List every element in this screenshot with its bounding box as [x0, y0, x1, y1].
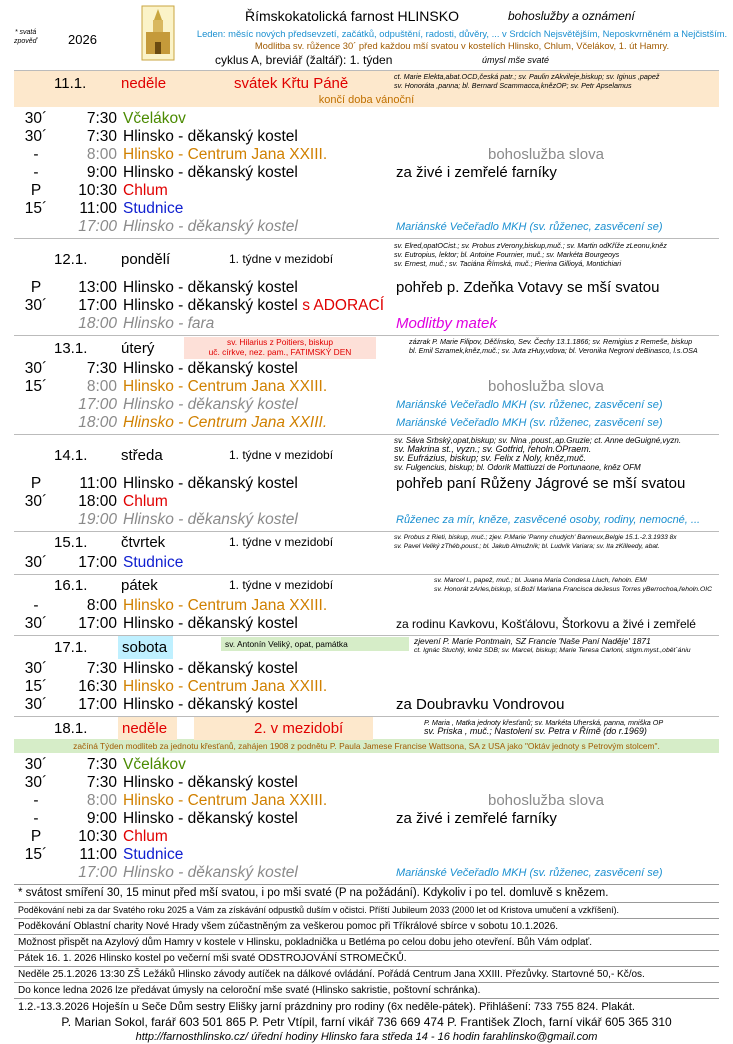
- day-header-13-1: 13.1. úterý sv. Hilarius z Poitiers, biskup uč. církve, nez. pam., FATIMSKÝ DEN zázrak P. Marie Filipov, Děčínsko, Sev. Čechy 13.1.1866; sv. Remigius z Remeše, biskup bl. Emil Szramek,kněz,muč.; sv. Juta zHuy,vdova; bl. Veronika Negroni deBinasco, l.s.OSA: [14, 335, 719, 360]
- mass-row: 30´ 7:30 Hlinsko - děkanský kostel: [24, 128, 298, 145]
- intention-label: úmysl mše svaté: [482, 55, 550, 65]
- page-header: [0, 0, 733, 70]
- mass-row: - 8:00 Hlinsko - Centrum Jana XXIII.: [33, 597, 328, 614]
- announcement: 1.2.-13.3.2026 Hoješín u Seče Dům sestry Elišky jarní prázdniny pro rodiny (6x neděle-pátek). Přihlášení: 733 755 824. Plakát.: [14, 998, 719, 1015]
- page-title: Římskokatolická farnost HLINSKO: [245, 8, 459, 24]
- mass-row: P 10:30 Chlum: [30, 828, 168, 845]
- liturgical-cycle: cyklus A, breviář (žaltář): 1. týden: [215, 53, 393, 67]
- mass-row: 17:00 Hlinsko - děkanský kostel Mariánské Večeřadlo MKH (sv. růženec, zasvěcení se): [78, 218, 663, 235]
- day-header-16-1: 16.1. pátek 1. týdne v mezidobí sv. Marcel I., papež, muč.; bl. Juana Maria Condesa Lluch, řeholn. EMI sv. Honorát zArles,biskup, sl.Boží Mariana Francisca deJesus Torres yBerrochoa,řeholn.OIC: [14, 574, 719, 597]
- mass-row: - 9:00 Hlinsko - děkanský kostel za živé i zemřelé farníky: [33, 810, 557, 827]
- mass-row: 30´ 7:30 Hlinsko - děkanský kostel: [24, 360, 298, 377]
- mass-row: 30´ 18:00 Chlum: [24, 493, 168, 510]
- year: 2026: [68, 32, 97, 47]
- mass-row: 30´ 17:00 Hlinsko - děkanský kostel s ADORACÍ: [24, 297, 385, 314]
- mass-row: 18:00 Hlinsko - Centrum Jana XXIII. Mariánské Večeřadlo MKH (sv. růženec, zasvěcení se): [78, 414, 663, 431]
- page-subtitle: bohoslužby a oznámení: [508, 9, 635, 23]
- feast-box: sv. Hilarius z Poitiers, biskup uč. církve, nez. pam., FATIMSKÝ DEN: [184, 337, 376, 359]
- day-header-18-1: 18.1. neděle 2. v mezidobí P. Maria , Matka jednoty křesťanů; sv. Markéta Uherská, panna, mniška OP sv. Priska , muč.; Nastolení sv. Petra v Římě (do r.1969): [14, 716, 719, 739]
- parish-contacts[interactable]: http://farnosthlinsko.cz/ úřední hodiny Hlinsko fara středa 14 - 16 hodin farahlinsko@gmail.com: [135, 1031, 598, 1043]
- mass-row: 17:00 Hlinsko - děkanský kostel Mariánské Večeřadlo MKH (sv. růženec, zasvěcení se): [78, 864, 663, 881]
- day-name: neděle: [121, 75, 167, 92]
- mass-row: - 8:00 Hlinsko - Centrum Jana XXIII. bohoslužba slova: [33, 792, 604, 809]
- announcement: Do konce ledna 2026 lze předávat úmysly na celoroční mše svaté (Hlinsko sakristie, poštovní schránka).: [14, 982, 719, 998]
- day-header-14-1: 14.1. středa 1. týdne v mezidobí sv. Sáva Srbský,opat,biskup; sv. Nina ,poust.,ap.Gruzie; ct. Anne deGuigné,vyzn. sv. Makrina st., vyzn.; sv. Gotfrid, řeholn.OPraem. sv. Eufrázius, biskup; sv. Felix z Noly, kněz,muč. sv. Fulgencius, biskup; bl. Odorik Mattiuzzi de Portunaone, kněz OFM: [14, 434, 719, 475]
- mass-row: 15´ 11:00 Studnice: [24, 200, 184, 217]
- feast-box: sv. Antonín Veliký, opat, památka: [221, 637, 409, 651]
- mass-row: 30´ 17:00 Studnice: [24, 554, 184, 571]
- day-date: 11.1.: [54, 75, 87, 92]
- announcement: Neděle 25.1.2026 13:30 ZŠ Ležáků Hlinsko závody autíček na dálkové ovládání. Pořádá Centrum Jana XXIII. Přezůvky. Startovné 50,- Kč/os.: [14, 966, 719, 982]
- church-emblem-icon: [140, 4, 176, 62]
- announcement: Poděkování Oblastní charity Nové Hrady všem zúčastněným za veškerou pomoc při Tříkrálové sbírce v sobotu 10.1.2026.: [14, 918, 719, 934]
- mass-row: 17:00 Hlinsko - děkanský kostel Mariánské Večeřadlo MKH (sv. růženec, zasvěcení se): [78, 396, 663, 413]
- day-header-12-1: 12.1. pondělí 1. týdne v mezidobí sv. Elred,opatOCist.; sv. Probus zVerony,biskup,muč.; sv. Martin odKříže zLeonu,kněz sv. Eutropius, lektor; bl. Antoine Fournier, muč.; sv. Markéta Bourgeoys sv. Ernest, muč.; sv. Taciána Římská, muč.; Pierina Gillioyá, Montichiari: [14, 238, 719, 279]
- mass-row: 15´ 8:00 Hlinsko - Centrum Jana XXIII. bohoslužba slova: [24, 378, 604, 395]
- day-feast: svátek Křtu Páně: [234, 75, 349, 92]
- confession-note: * svatá zpověď: [14, 29, 38, 45]
- mass-row: 18:00 Hlinsko - fara Modlitby matek: [78, 315, 497, 332]
- mass-row: 15´ 11:00 Studnice: [24, 846, 184, 863]
- mass-row: - 9:00 Hlinsko - děkanský kostel za živé i zemřelé farníky: [33, 164, 557, 181]
- announcement: Poděkování nebi za dar Svatého roku 2025 a Vám za získávání odpustků duším v očistci. Příští Jubileum 2033 (2000 let od Kristova umučení a vzkříšení).: [14, 902, 719, 918]
- ecumenical-band: začíná Týden modliteb za jednotu křesťanů, zahájen 1908 z podnětu P. Paula Jamese Francise Wattsona, SA z USA jako "Oktáv jednoty s Petrovým stolcem".: [14, 739, 719, 753]
- mass-row: 30´ 17:00 Hlinsko - děkanský kostel za rodinu Kavkovu, Košťálovu, Štorkovu a živé i zemřelé: [24, 615, 696, 632]
- day-header-15-1: 15.1. čtvrtek 1. týdne v mezidobí sv. Probus z Rieti, biskup, muč.; zjev. P.Marie 'Panny chudých' Banneux,Belgie 15.1.-2.3.1933 8x sv. Pavel Veliký zThéb,poust.; bl. Jakub Almužník; bl. Ludvík Variara; sv. Ita zKilleedy, abat.: [14, 531, 719, 554]
- day-saints: ct. Marie Elekta,abat.OCD,česká patr.; sv. Paulin zAkvileje,biskup; sv. Iginus ,papež sv. Honoráta ,panna; bl. Bernard Scammacca,knězOP; sv. Petr Apselamus: [394, 72, 660, 90]
- mass-row: P 11:00 Hlinsko - děkanský kostel pohřeb paní Růženy Jágrové se mší svatou: [30, 475, 686, 492]
- rosary-note: Modlitba sv. růžence 30´ před každou mší svatou v kostelích Hlinsko, Chlum, Včelákov, 1. út Hamry.: [254, 40, 670, 51]
- clergy-contacts: P. Marian Sokol, farář 603 501 865 P. Petr Vtípil, farní vikář 736 669 474 P. František Zloch, farní vikář 605 365 310: [61, 1015, 672, 1029]
- mass-row: 30´ 7:30 Hlinsko - děkanský kostel: [24, 774, 298, 791]
- day-header-17-1: 17.1. sobota sv. Antonín Veliký, opat, památka zjevení P. Marie Pontmain, SZ Francie 'Naše Paní Naděje' 1871 ct. Ignác Stuchlý, kněz SDB; sv. Marcel, biskup; Marie Teresa Carloni, stigm.myst.,obět´ániu: [14, 635, 719, 660]
- month-theme: Leden: měsíc nových předsevzetí, začátků, odpuštění, radosti, důvěry, ... v Srdcích Nejsvětějším, Neposkvrněném a Nejčistším.: [196, 28, 728, 39]
- mass-row: 30´ 7:30 Hlinsko - děkanský kostel: [24, 660, 298, 677]
- mass-row: 30´ 17:00 Hlinsko - děkanský kostel za Doubravku Vondrovou: [24, 696, 565, 713]
- mass-row: P 10:30 Chlum: [30, 182, 168, 199]
- mass-row: 30´ 7:30 Včelákov: [24, 756, 186, 773]
- mass-row: 19:00 Hlinsko - děkanský kostel Růženec za mír, kněze, zasvěcené osoby, rodiny, nemocné, ...: [78, 511, 701, 528]
- announcement: Pátek 16. 1. 2026 Hlinsko kostel po večerní mši svaté ODSTROJOVÁNÍ STROMEČKŮ.: [14, 950, 719, 966]
- mass-row: 15´ 16:30 Hlinsko - Centrum Jana XXIII.: [24, 678, 328, 695]
- mass-row: 30´ 7:30 Včelákov: [24, 110, 186, 127]
- day-header-11-1: [14, 70, 719, 93]
- mass-row: P 13:00 Hlinsko - děkanský kostel pohřeb p. Zdeňka Votavy se mší svatou: [30, 279, 660, 296]
- mass-row: - 8:00 Hlinsko - Centrum Jana XXIII. bohoslužba slova: [33, 146, 604, 163]
- season-band: končí doba vánoční: [14, 93, 719, 107]
- announcement: Možnost přispět na Azylový dům Hamry v kostele v Hlinsku, pokladnička u Betléma po celou dobu jeho otevření. Bůh Vám odplať.: [14, 934, 719, 950]
- confession-info: * svátost smíření 30, 15 minut před mší svatou, i po mši svaté (P na požádání). Kdykoliv i po tel. domluvě s knězem.: [14, 884, 719, 902]
